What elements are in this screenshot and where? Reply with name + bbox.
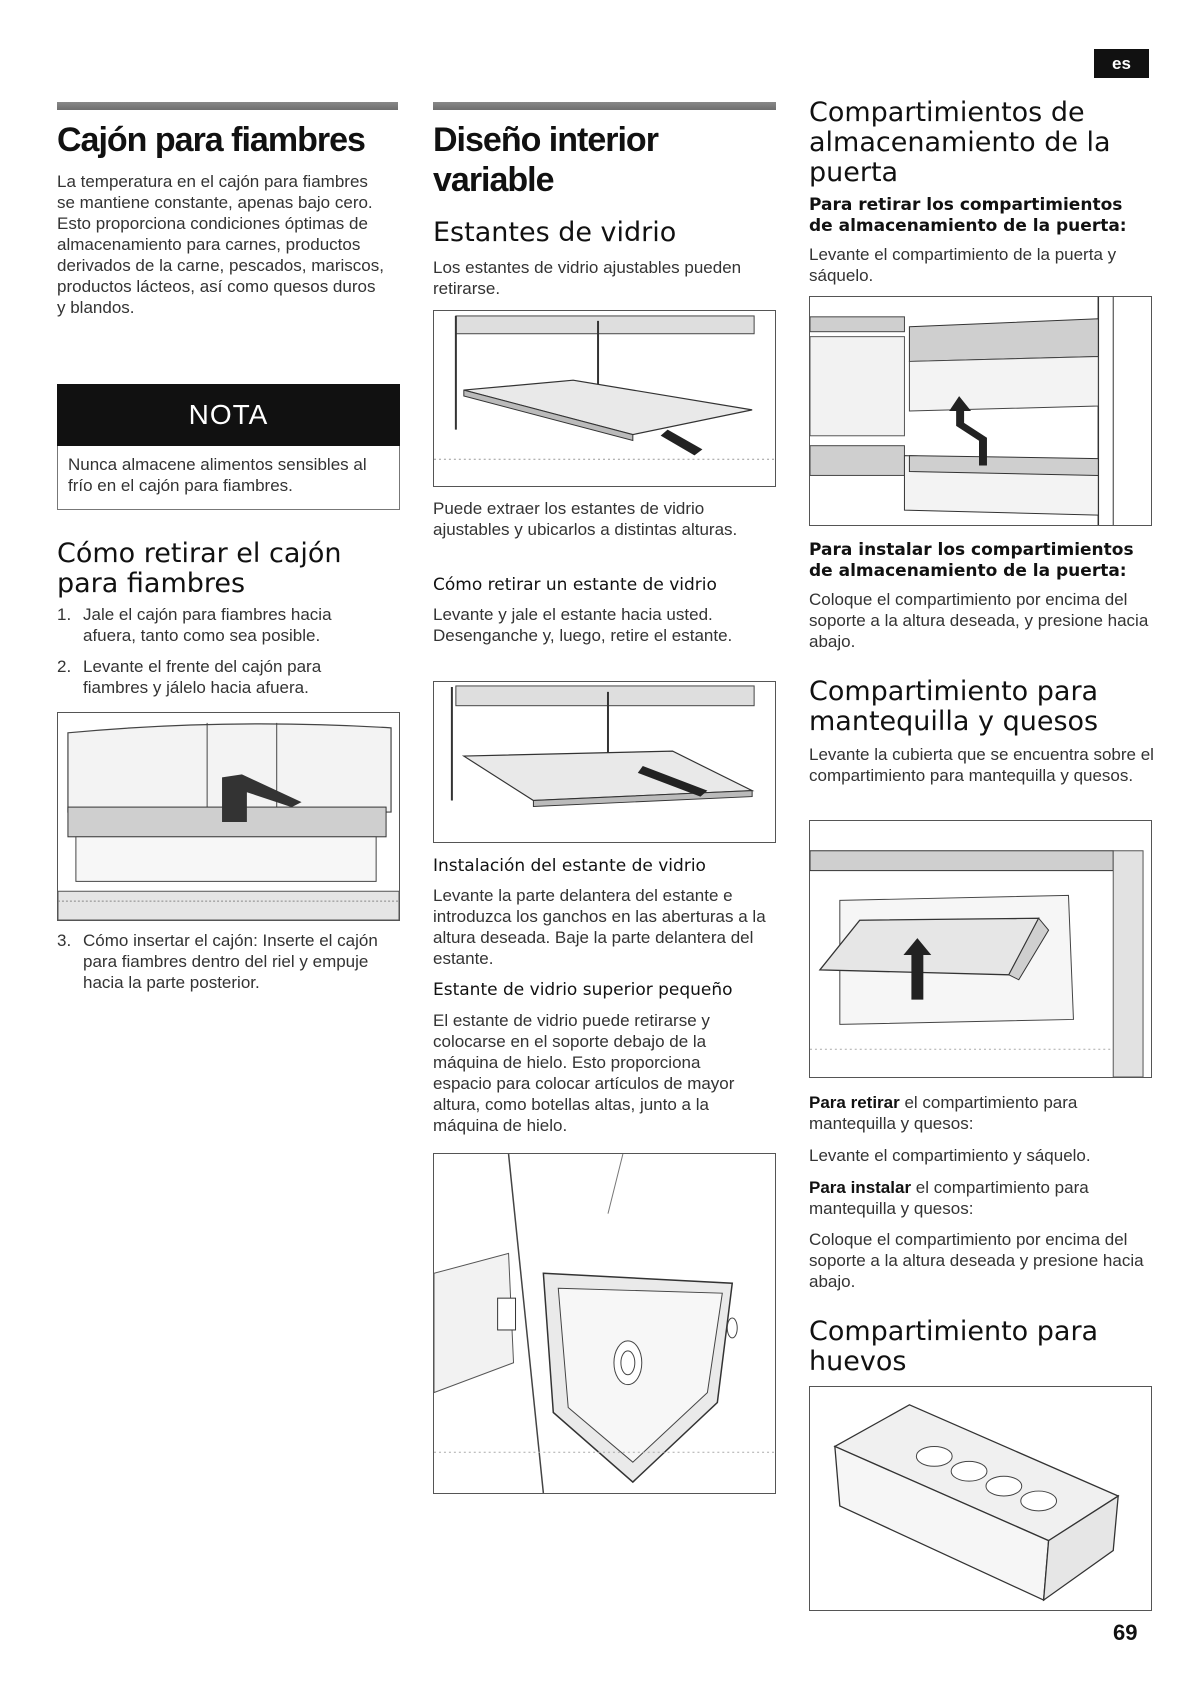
note-heading: NOTA <box>57 384 400 446</box>
small-shelf-illustration <box>433 1153 776 1494</box>
deli-drawer-illustration <box>57 712 400 921</box>
install-door-bins-text: Coloque el compartimiento por encima del soporte a la altura deseada, y presione hacia abajo. <box>809 590 1149 651</box>
small-shelf-heading: Estante de vidrio superior pequeño <box>433 980 733 1000</box>
list-item: 2. Levante el frente del cajón para fiambres y jálelo hacia afuera. <box>57 657 322 697</box>
section-title-butter: Compartimiento para mantequilla y quesos <box>809 676 1099 737</box>
butter-compartment-illustration <box>809 820 1152 1078</box>
section-title-deli-drawer: Cajón para fiambres <box>57 121 365 159</box>
deli-drawer-intro: La temperatura en el cajón para fiambres se mantiene constante, apenas bajo cero. Esto proporciona condiciones óptimas de almacenamiento para carnes, productos derivados de la carne, pescados, mariscos, productos lácteos, así como quesos duros y blandos. <box>57 172 384 317</box>
language-badge: es <box>1094 49 1149 78</box>
butter-remove-instruction: Para retirar el compartimiento para mantequilla y quesos: <box>809 1093 1078 1133</box>
glass-shelf-illustration <box>433 310 776 487</box>
remove-shelf-text: Levante y jale el estante hacia usted. Desenganche y, luego, retire el estante. <box>433 605 733 645</box>
glass-shelves-intro: Los estantes de vidrio ajustables pueden retirarse. <box>433 258 742 298</box>
list-item: 1. Jale el cajón para fiambres hacia afuera, tanto como sea posible. <box>57 605 332 645</box>
install-shelf-text: Levante la parte delantera del estante e introduzca los ganchos en las aberturas a la altura deseada. Baje la parte delantera del estante. <box>433 886 766 968</box>
butter-install-instruction: Para instalar el compartimiento para mantequilla y quesos: <box>809 1178 1089 1218</box>
note-box <box>57 446 400 510</box>
glass-shelves-text: Puede extraer los estantes de vidrio ajustables y ubicarlos a distintas alturas. <box>433 499 738 539</box>
glass-shelves-heading: Estantes de vidrio <box>433 217 677 248</box>
remove-shelf-illustration <box>433 681 776 843</box>
butter-install-text: Coloque el compartimiento por encima del soporte a la altura deseada y presione hacia abajo. <box>809 1230 1144 1291</box>
remove-shelf-heading: Cómo retirar un estante de vidrio <box>433 575 717 595</box>
install-door-bins-heading: Para instalar los compartimientos de almacenamiento de la puerta: <box>809 540 1134 581</box>
egg-tray-illustration <box>809 1386 1152 1611</box>
section-title-eggs: Compartimiento para huevos <box>809 1316 1099 1377</box>
section-rule <box>433 102 776 110</box>
list-item: 3. Cómo insertar el cajón: Inserte el cajón para fiambres dentro del riel y empuje hacia la parte posterior. <box>57 931 378 992</box>
insert-steps-list <box>57 930 392 1003</box>
remove-door-bins-text: Levante el compartimiento de la puerta y sáquelo. <box>809 245 1117 285</box>
butter-remove-text: Levante el compartimiento y sáquelo. <box>809 1146 1091 1165</box>
note-text: Nunca almacene alimentos sensibles al frío en el cajón para fiambres. <box>68 455 367 495</box>
install-shelf-heading: Instalación del estante de vidrio <box>433 856 706 876</box>
section-title-interior-design: Diseño interior variable <box>433 121 658 199</box>
remove-drawer-heading: Cómo retirar el cajón para fiambres <box>57 538 342 599</box>
remove-steps-list <box>57 604 387 708</box>
page-number: 69 <box>1113 1620 1138 1645</box>
door-bins-illustration <box>809 296 1152 526</box>
remove-door-bins-heading: Para retirar los compartimientos de almacenamiento de la puerta: <box>809 195 1127 236</box>
small-shelf-text: El estante de vidrio puede retirarse y colocarse en el soporte debajo de la máquina de hielo. Esto proporciona espacio para colocar artículos de mayor altura, como botellas altas, junto a la máquina de hielo. <box>433 1011 735 1135</box>
butter-intro: Levante la cubierta que se encuentra sobre el compartimiento para mantequilla y quesos. <box>809 745 1154 785</box>
section-title-door-bins: Compartimientos de almacenamiento de la puerta <box>809 97 1111 188</box>
section-rule <box>57 102 398 110</box>
